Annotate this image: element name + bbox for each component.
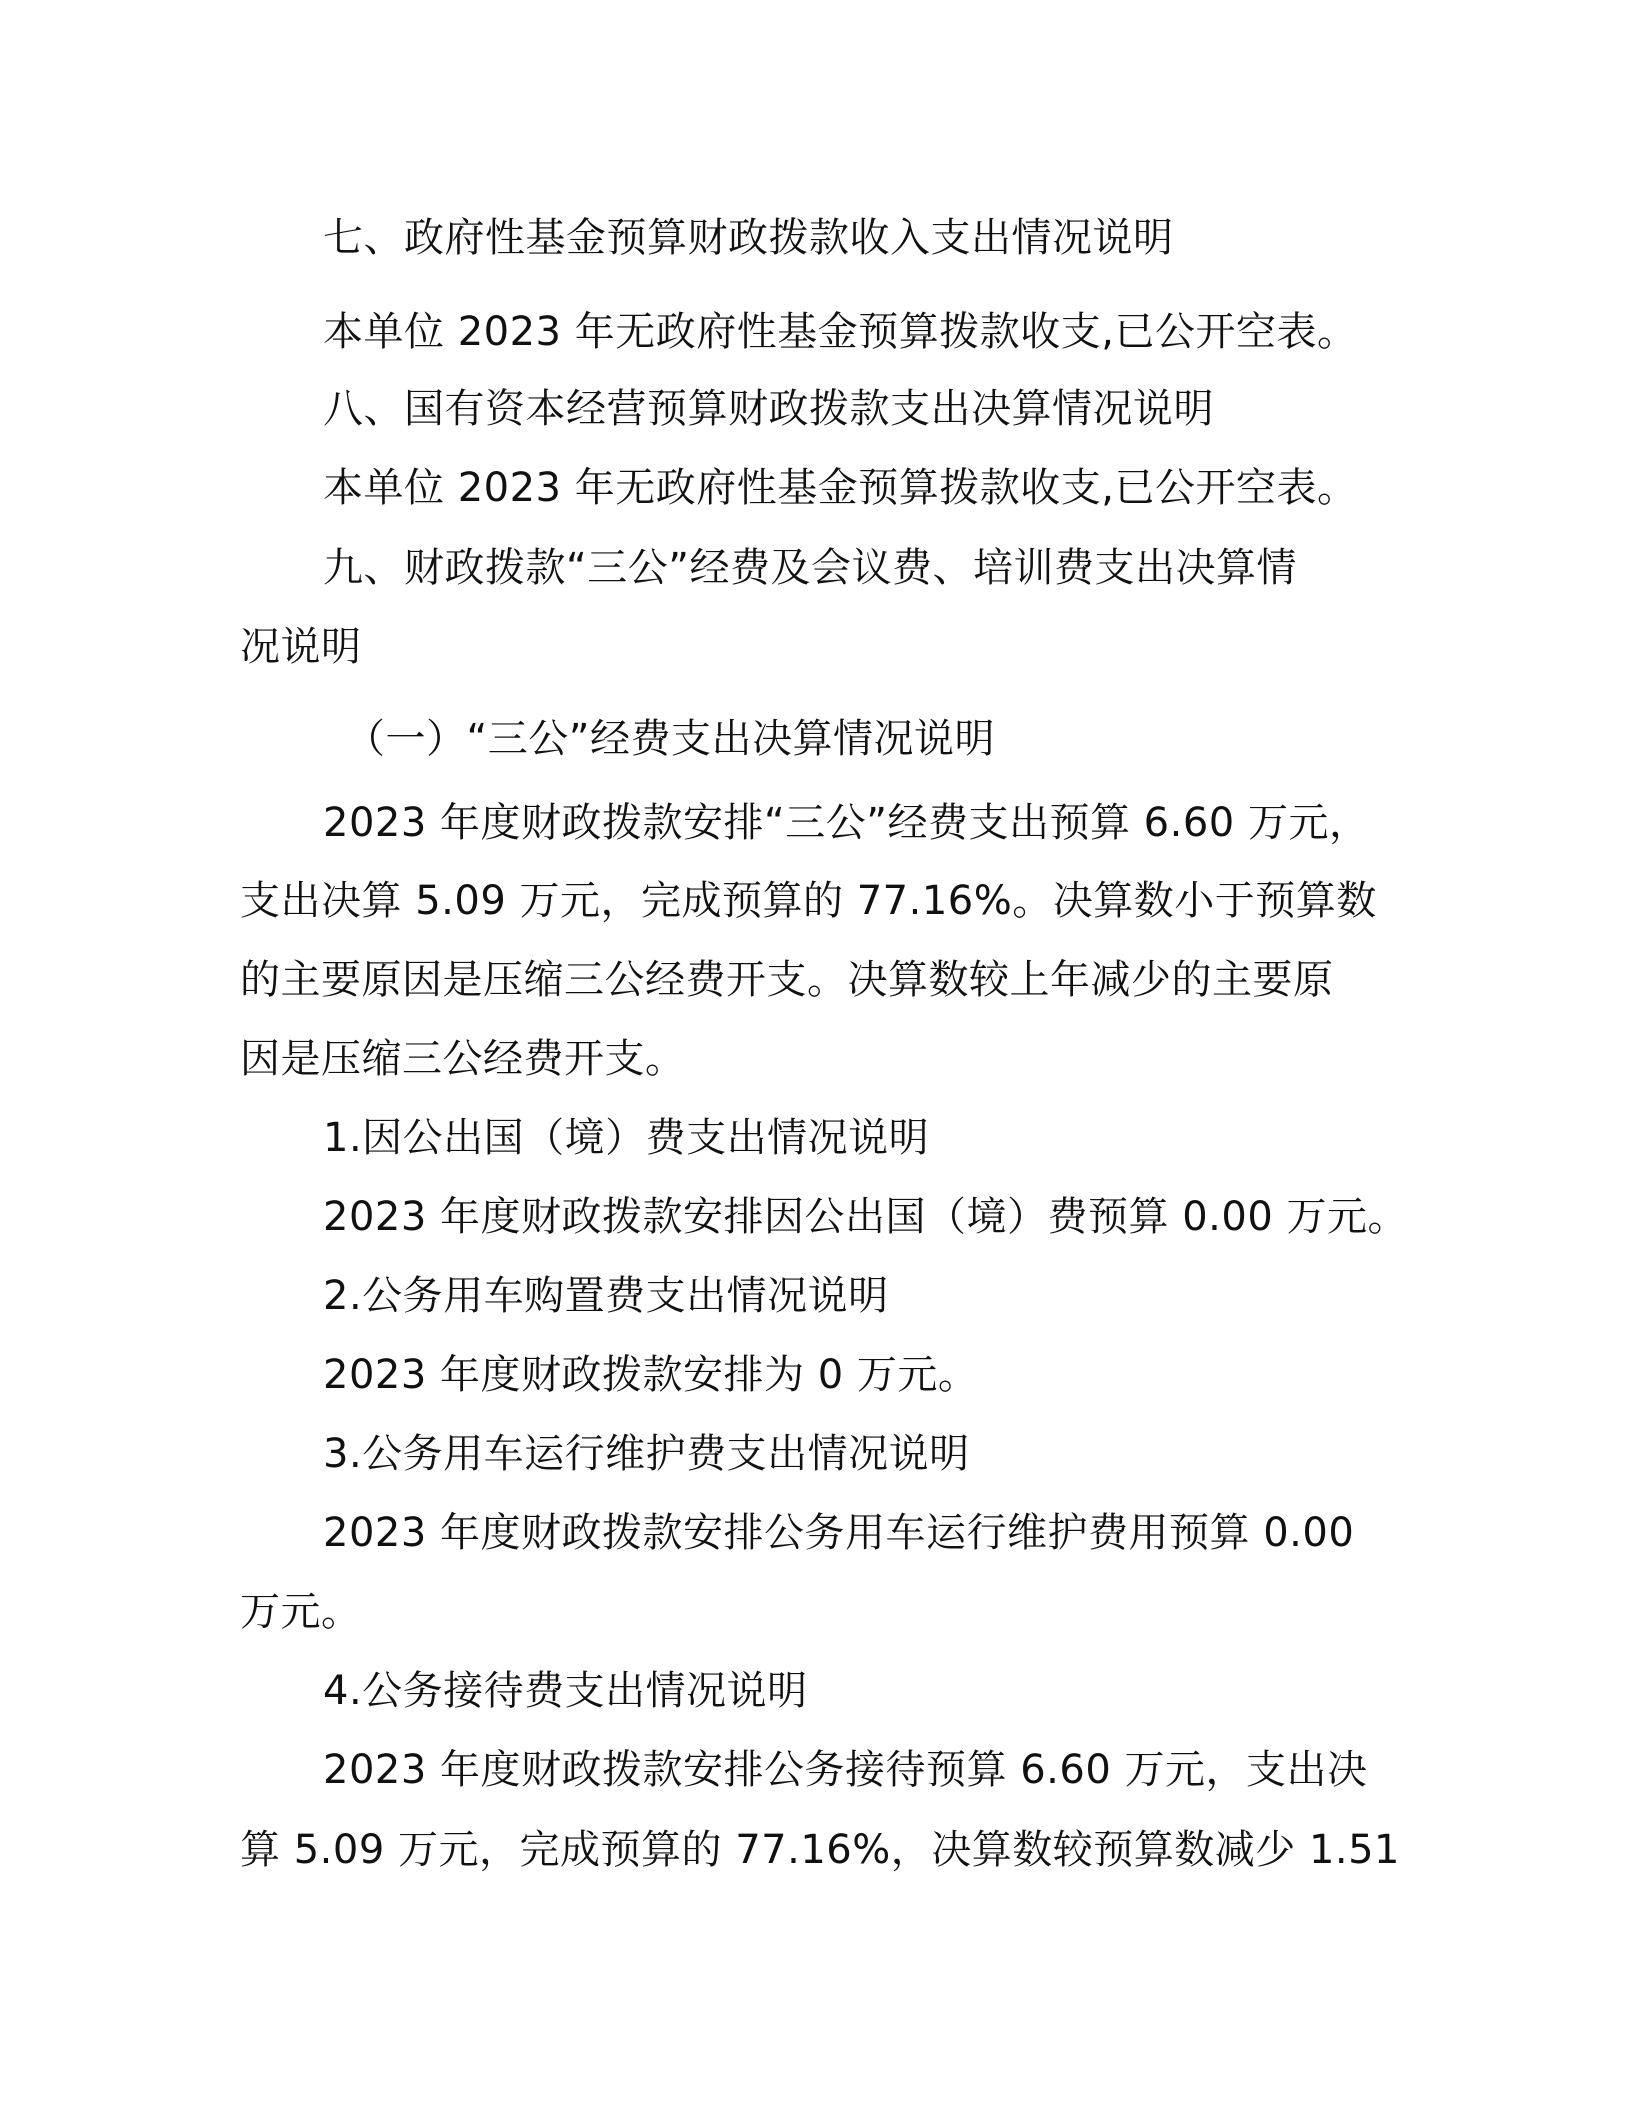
subheading-item-1: 1.因公出国（境）费支出情况说明 xyxy=(323,1115,930,1161)
heading-section-8: 八、国有资本经营预算财政拨款支出决算情况说明 xyxy=(323,386,1214,432)
subheading-item-3: 3.公务用车运行维护费支出情况说明 xyxy=(323,1431,970,1477)
heading-section-9: 九、财政拨款“三公”经费及会议费、培训费支出决算情 xyxy=(323,545,1297,591)
heading-section-9-continued: 况说明 xyxy=(240,624,362,670)
paragraph-line: 本单位 2023 年无政府性基金预算拨款收支,已公开空表。 xyxy=(323,465,1358,511)
paragraph-line: 2023 年度财政拨款安排公务用车运行维护费用预算 0.00 xyxy=(323,1510,1355,1556)
subheading-item-4: 4.公务接待费支出情况说明 xyxy=(323,1668,808,1714)
paragraph-line: 支出决算 5.09 万元，完成预算的 77.16%。决算数小于预算数 xyxy=(240,878,1377,924)
paragraph-line: 2023 年度财政拨款安排公务接待预算 6.60 万元，支出决 xyxy=(323,1747,1368,1793)
paragraph-line: 因是压缩三公经费开支。 xyxy=(240,1036,686,1082)
paragraph-line: 的主要原因是压缩三公经费开支。决算数较上年减少的主要原 xyxy=(240,957,1334,1003)
paragraph-line: 2023 年度财政拨款安排“三公”经费支出预算 6.60 万元， xyxy=(323,800,1370,846)
paragraph-line: 2023 年度财政拨款安排因公出国（境）费预算 0.00 万元。 xyxy=(323,1194,1409,1240)
subheading-item-2: 2.公务用车购置费支出情况说明 xyxy=(323,1273,889,1319)
paragraph-line: 2023 年度财政拨款安排为 0 万元。 xyxy=(323,1352,979,1398)
paragraph-line: 万元。 xyxy=(240,1589,362,1635)
paragraph-line: 算 5.09 万元，完成预算的 77.16%，决算数较预算数减少 1.51 xyxy=(240,1827,1401,1873)
heading-section-7: 七、政府性基金预算财政拨款收入支出情况说明 xyxy=(323,215,1174,261)
subheading-sangong: （一）“三公”经费支出决算情况说明 xyxy=(345,716,995,762)
paragraph-line: 本单位 2023 年无政府性基金预算拨款收支,已公开空表。 xyxy=(323,309,1358,355)
